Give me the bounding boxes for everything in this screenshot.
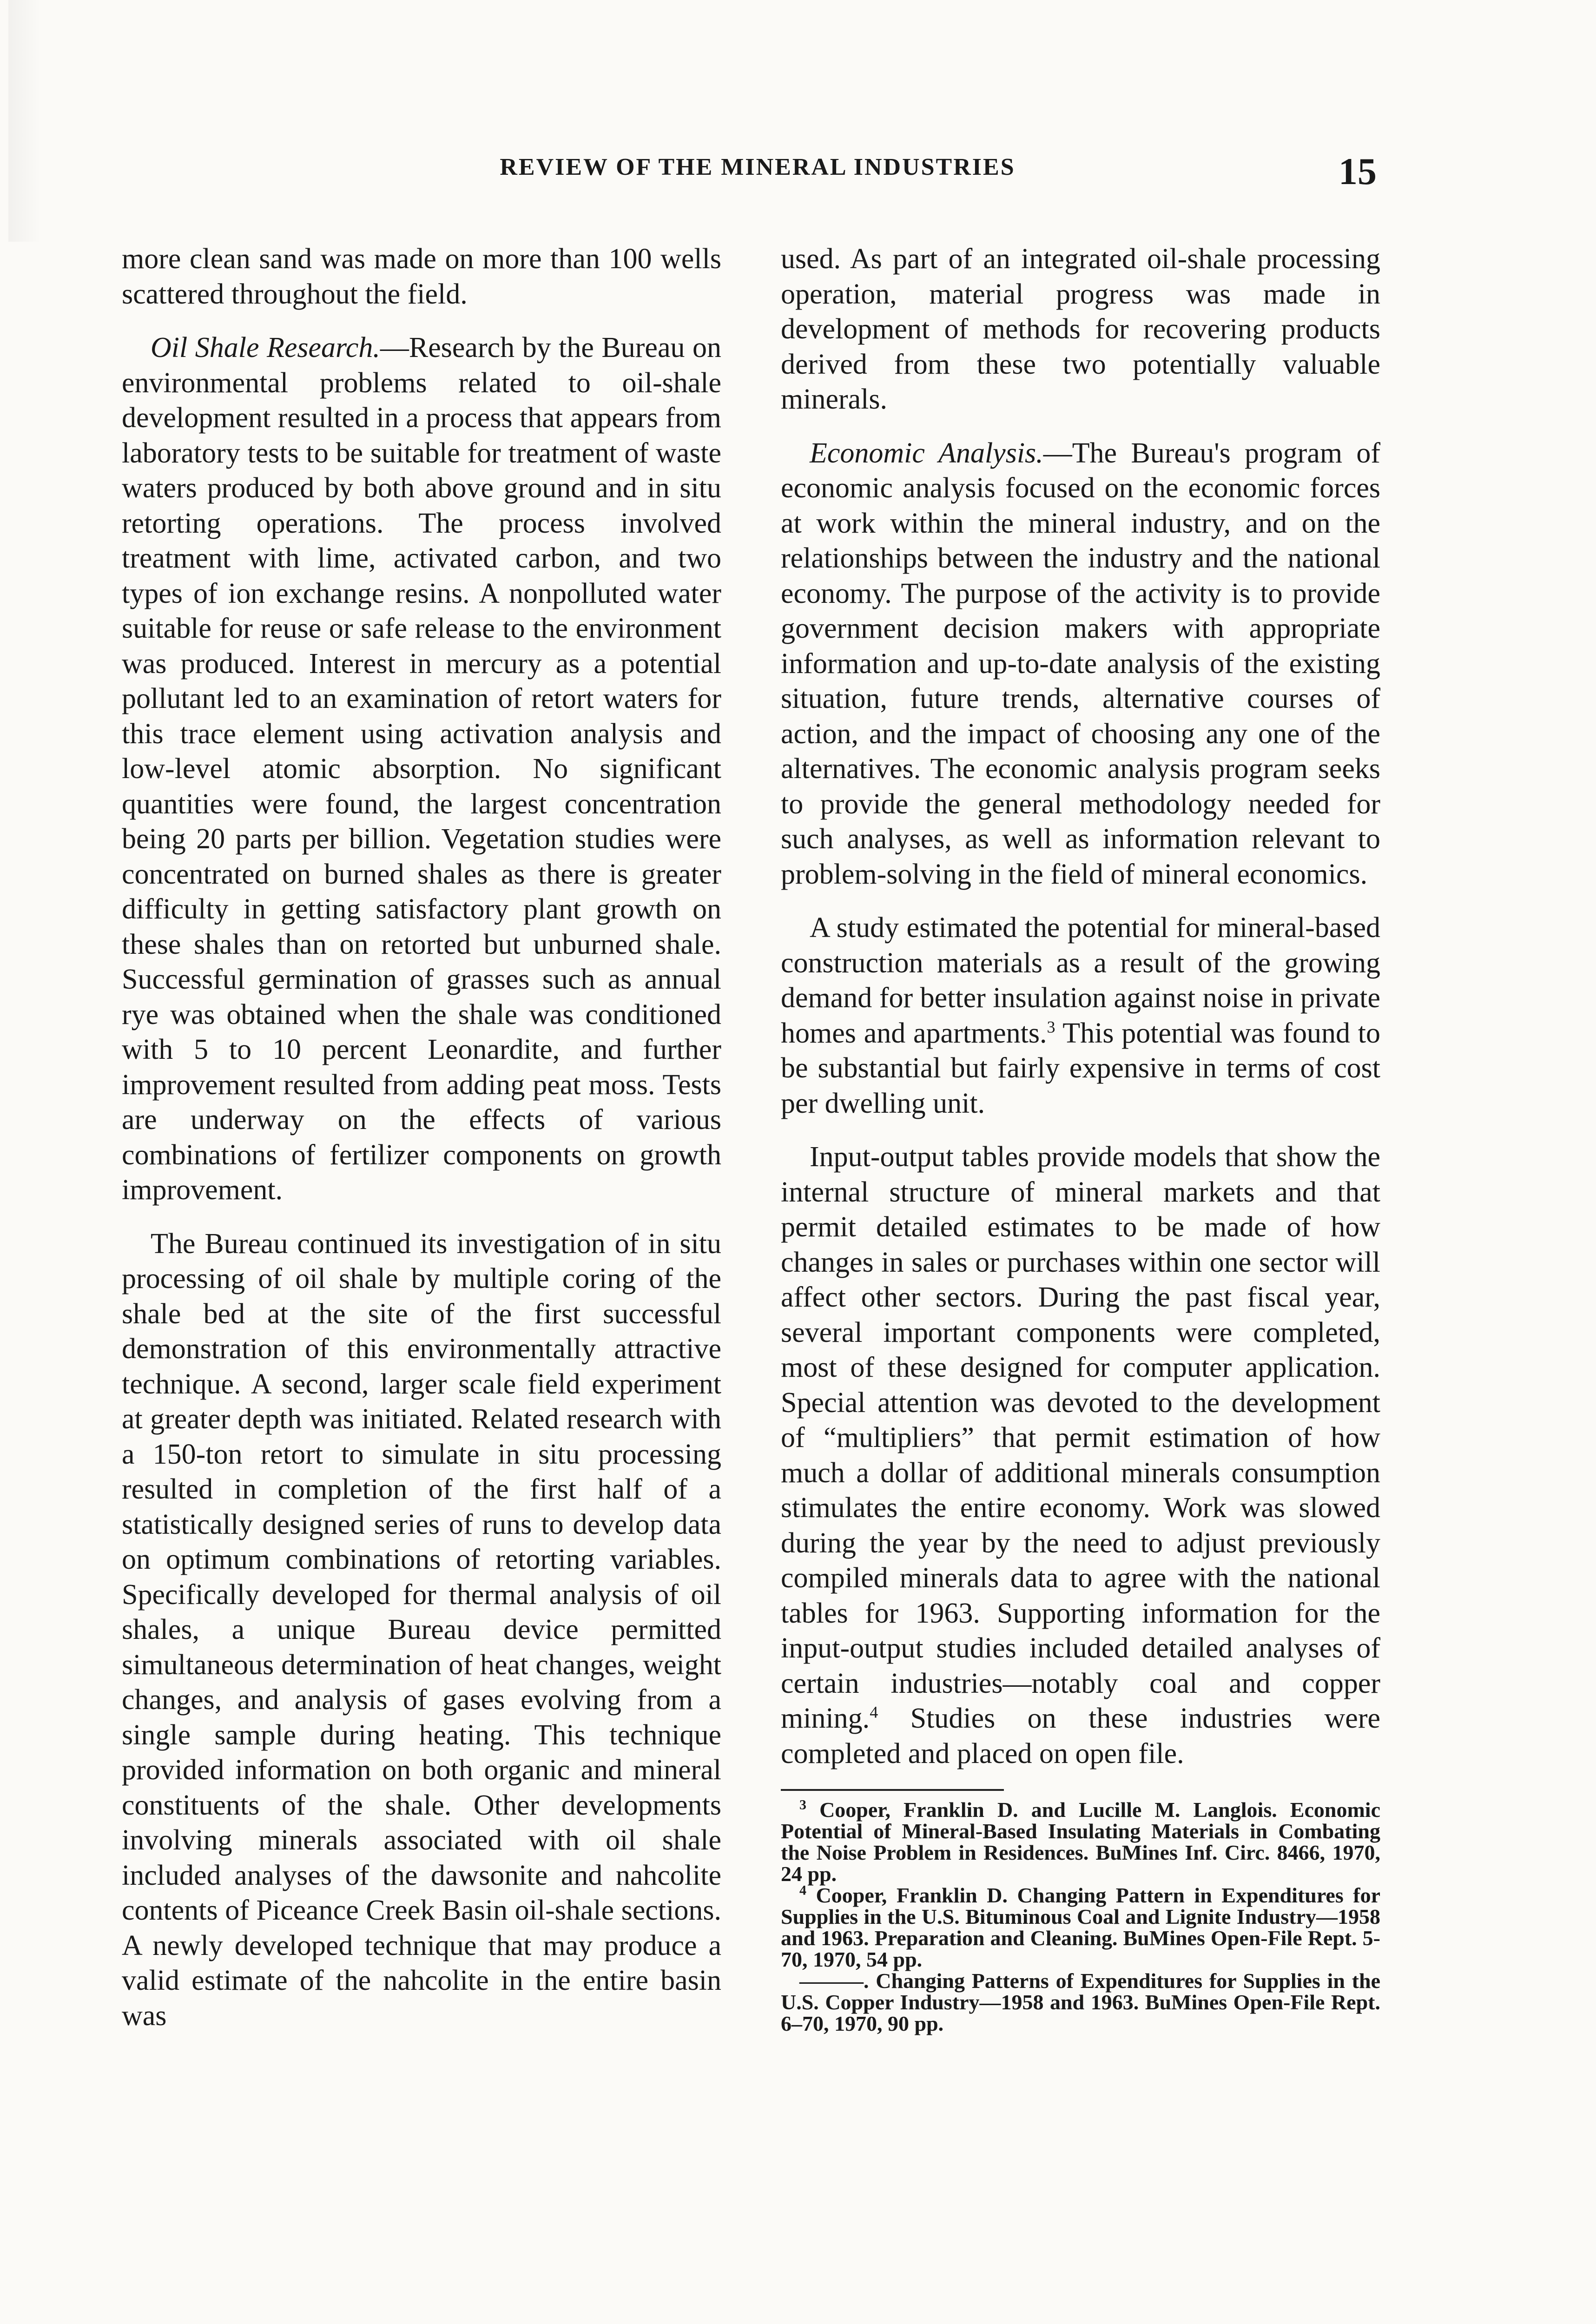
paragraph (781, 911, 1380, 1121)
paragraph: used. As part of an integrated oil-shale processing operation, material progress was made in development of methods for recovering products derived from these two potentially valuable minerals. (781, 243, 1380, 415)
scan-edge-shadow (8, 0, 41, 242)
page-number: 15 (1339, 150, 1377, 192)
paragraph: The Bureau continued its investigation of in situ processing of oil shale by multiple coring of the shale bed at the site of the first successful demonstration of this environmentally attractive technique. A second, larger scale field experiment at greater depth was initiated. Related research with a 150-ton retort to simulate in situ processing resulted in completion of the first half of a statistically designed series of runs to develop data on optimum combinations of retorting variables. Specifically developed for thermal analysis of oil shales, a unique Bureau device permitted simultaneous determination of heat changes, weight changes, and analysis of gases evolving from a single sample during heating. This technique provided information on both organic and mineral constituents of the shale. Other developments involving minerals associated with oil shale included analyses of the dawsonite and nahcolite contents of Piceance Creek Basin oil-shale sections. A newly developed technique that may produce a valid estimate of the nahcolite in the entire basin was (122, 1228, 721, 2032)
footnote-number: 3 (799, 1797, 806, 1813)
paragraph-oil-shale-research (122, 330, 721, 1208)
footnote-text: Cooper, Franklin D. Changing Pattern in Expenditures for Supplies in the U.S. Bituminous Coal and Lignite Industry—1958 and 1963. Preparation and Cleaning. BuMines Open-File Rept. 5-70, 1970, 54 pp. (781, 1883, 1380, 1971)
runin-heading: Oil Shale Research. (151, 332, 380, 363)
paragraph-text: This potential was found to be substantial but fairly expensive in terms of cost per dwelling unit. (781, 1017, 1380, 1119)
footnote-number: 4 (799, 1882, 806, 1898)
footnote-reference: 4 (870, 1703, 878, 1722)
footnotes (781, 1799, 1380, 2034)
running-head: REVIEW OF THE MINERAL INDUSTRIES (500, 154, 1016, 180)
paragraph-text: —Research by the Bureau on environmental problems related to oil-shale development resulted in a process that appears from laboratory tests to be suitable for treatment of waste waters produced by both above ground and in situ retorting operations. The process involved treatment with lime, activated carbon, and two types of ion exchange resins. A nonpolluted water suitable for reuse or safe release to the environment was produced. Interest in mercury as a potential pollutant led to an examination of retort waters for this trace element using activation analysis and low-level atomic absorption. No significant quantities were found, the largest concentration being 20 parts per billion. Vegetation studies were concentrated on burned shales as there is greater difficulty in getting satisfactory plant growth on these shales than on retorted but unburned shale. Successful germination of grasses such as annual rye was obtained when the shale was conditioned with 5 to 10 percent Leonardite, and further improvement resulted from adding peat moss. Tests are underway on the effects of various combinations of fertilizer components on growth improvement. (122, 332, 721, 1206)
paragraph-economic-analysis (781, 436, 1380, 892)
left-column (122, 242, 721, 2034)
runin-heading: Economic Analysis. (810, 437, 1043, 469)
footnote-reference: 3 (1047, 1017, 1055, 1036)
footnote (781, 1882, 1380, 1971)
paragraph-text: A study estimated the potential for mineral-based construction materials as a result of the growing demand for better insulation against noise in private homes and apartments. (781, 912, 1380, 1049)
footnote-text: Cooper, Franklin D. and Lucille M. Langlois. Economic Potential of Mineral-Based Insulating Materials in Combating the Noise Problem in Residences. BuMines Inf. Circ. 8466, 1970, 24 pp. (781, 1798, 1381, 1886)
footnote-divider (781, 1789, 1004, 1791)
paragraph (781, 1140, 1380, 1771)
paragraph-text: —The Bureau's program of economic analysis focused on the economic forces at work within the mineral industry, and on the relationships between the industry and the national economy. The purpose of the activity is to provide government decision makers with appropriate information and up-to-date analysis of the existing situation, future trends, alternative courses of action, and the impact of choosing any one of the alternatives. The economic analysis program seeks to provide the general methodology needed for such analyses, as well as information relevant to problem-solving in the field of mineral economics. (781, 437, 1380, 890)
footnote: ———. Changing Patterns of Expenditures for Supplies in the U.S. Copper Industry—1958 and 1963. BuMines Open-File Rept. 6–70, 1970, 90 pp. (781, 1969, 1380, 2035)
paragraph-text: Input-output tables provide models that show the internal structure of mineral markets and that permit detailed estimates to be made of how changes in sales or purchases within one sector will affect other sectors. During the past fiscal year, several important components were completed, most of these designed for computer application. Special attention was devoted to the development of “multipliers” that permit estimation of how much a dollar of additional minerals consumption stimulates the entire economy. Work was slowed during the year by the need to adjust previously compiled minerals data to agree with the national tables for 1963. Supporting information for the input-output studies included detailed analyses of certain industries—notably coal and copper mining. (781, 1141, 1380, 1734)
footnote (781, 1799, 1380, 1885)
paragraph: more clean sand was made on more than 100 wells scattered throughout the field. (122, 243, 721, 310)
right-column (781, 242, 1380, 2034)
paragraph-text: Studies on these industries were completed and placed on open file. (781, 1703, 1380, 1769)
